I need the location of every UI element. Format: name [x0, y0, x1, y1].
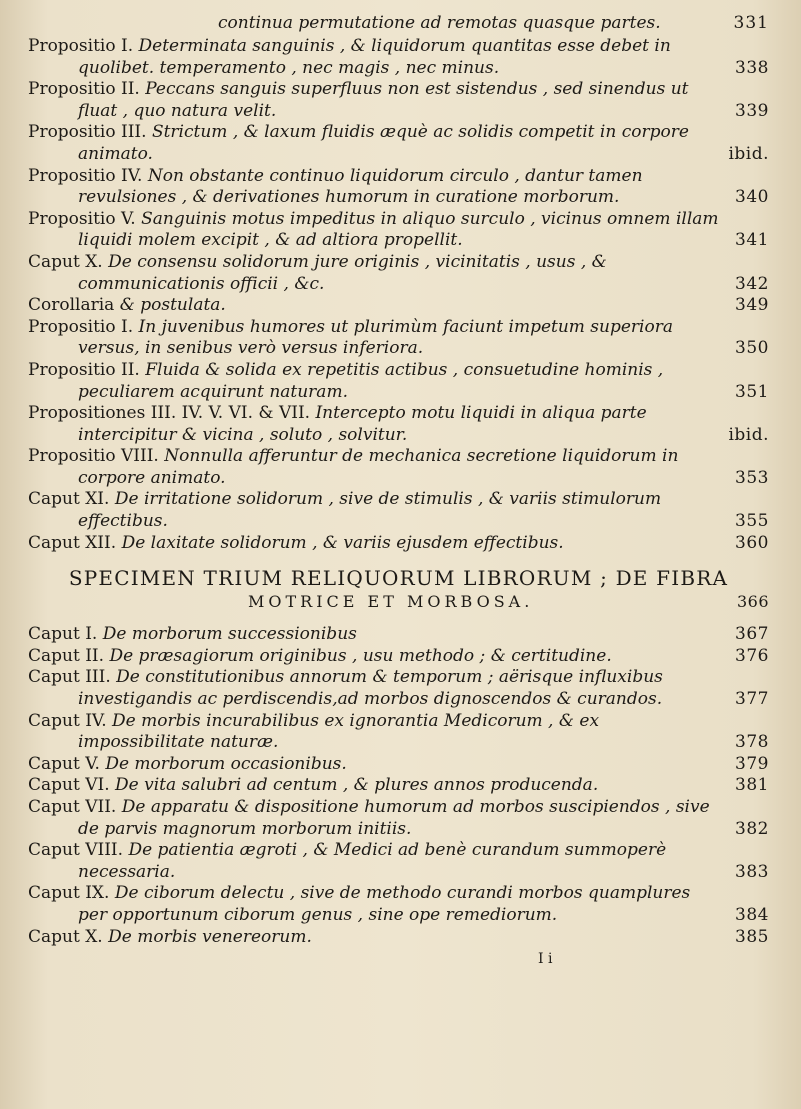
- toc-entry: [28, 79, 769, 122]
- toc-entry-description: De vita salubri ad centum , & plures annos producenda.: [115, 775, 599, 796]
- toc-entry-page: 351: [735, 381, 769, 402]
- toc-entry-heading: Propositio II.: [28, 359, 140, 380]
- toc-entry-page: ibid.: [728, 143, 769, 164]
- toc-entry-description: De laxitate solidorum , & variis ejusdem effectibus.: [121, 532, 564, 553]
- toc-entry-heading: Caput XI.: [28, 489, 110, 510]
- toc-entry-text: [28, 797, 723, 840]
- toc-entry-description: De ciborum delectu , sive de methodo curandi morbos quamplures per opportunum ciborum genus , sine ope remediorum.: [78, 883, 691, 925]
- toc-entry-text: [28, 710, 723, 754]
- toc-entry-heading: Caput X.: [28, 926, 103, 947]
- toc-entry: [28, 646, 769, 668]
- toc-entry: [28, 403, 769, 446]
- toc-entry: [28, 624, 769, 646]
- toc-entry-text: [28, 489, 723, 532]
- toc-entry-description: De morborum occasionibus.: [105, 753, 347, 774]
- toc-entry-text: [28, 753, 723, 776]
- toc-entry-heading: Corollaria: [28, 295, 115, 316]
- toc-entry-description: De morborum successionibus: [102, 624, 357, 645]
- toc-entry-text: [28, 840, 723, 883]
- toc-entry-heading: Caput I.: [28, 624, 98, 645]
- toc-entry-description: Peccans sanguis superfluus non est sistendus , sed sinendus ut fluat , quo natura velit.: [78, 79, 689, 121]
- toc-entry-description: In juvenibus humores ut plurimùm faciunt impetum superiora versus, in senibus verò versus inferiora.: [78, 316, 673, 359]
- specimen-subtitle: MOTRICE ET MORBOSA.: [248, 592, 534, 612]
- toc-entry-description: Determinata sanguinis , & liquidorum quantitas esse debet in quolibet. temperamento , nec magis , nec minus.: [78, 36, 671, 78]
- toc-entry-description: Non obstante continuo liquidorum circulo , dantur tamen revulsiones , & derivationes humorum in curatione morborum.: [78, 165, 643, 208]
- toc-entry: [28, 360, 769, 403]
- toc-entry-heading: Caput III.: [28, 667, 111, 688]
- toc-entry-page: ibid.: [728, 424, 769, 445]
- toc-entry-text: [28, 295, 723, 317]
- toc-entry: [28, 840, 769, 883]
- toc-entry: [28, 252, 769, 295]
- toc-entry-description: Sanguinis motus impeditus in aliquo surculo , vicinus omnem illam liquidi molem excipit , & ad altiora propellit.: [78, 208, 719, 251]
- toc-entry-text: [28, 532, 723, 555]
- toc-entry: [28, 446, 769, 489]
- toc-entry-heading: Caput VI.: [28, 775, 110, 796]
- toc-entry-heading: Caput V.: [28, 753, 100, 774]
- toc-entry: [28, 317, 769, 360]
- toc-entry: [28, 883, 769, 926]
- toc-entry-heading: Propositio V.: [28, 208, 136, 229]
- toc-entry-page: 377: [735, 689, 769, 710]
- toc-entry-text: [28, 883, 723, 926]
- toc-entry-heading: Propositio I.: [28, 316, 134, 337]
- toc-entry: [28, 667, 769, 710]
- toc-entry-page: 382: [735, 818, 769, 839]
- toc-entry-page: 385: [735, 926, 769, 947]
- specimen-page: 366: [736, 592, 769, 612]
- toc-entry: [28, 489, 769, 532]
- toc-entry-description: De patientia ægroti , & Medici ad benè curandum summoperè necessaria.: [78, 840, 667, 882]
- toc-entry-description: Nonnulla afferuntur de mechanica secretione liquidorum in corpore animato.: [78, 446, 679, 488]
- toc-entry-heading: Caput II.: [28, 645, 105, 666]
- toc-entry-text: [28, 79, 723, 122]
- specimen-subheading: [28, 591, 769, 613]
- toc-entry-text: [28, 251, 723, 295]
- toc-entry-text: [28, 775, 723, 797]
- toc-entry-heading: Propositio IV.: [28, 165, 143, 186]
- toc-entry: [28, 533, 769, 555]
- toc-list-top: [28, 36, 769, 554]
- toc-entry: [28, 36, 769, 79]
- toc-entry-page: 342: [735, 273, 769, 294]
- page-number: 331: [733, 13, 769, 33]
- toc-entry-page: 353: [735, 467, 769, 488]
- toc-entry-description: De consensu solidorum jure originis , vicinitatis , usus , & communicationis officii , &c.: [78, 251, 607, 294]
- toc-entry-description: Strictum , & laxum fluidis æquè ac solidis competit in corpore animato.: [78, 122, 689, 164]
- toc-entry-page: 338: [735, 57, 769, 78]
- toc-entry-page: 376: [735, 645, 769, 666]
- toc-entry-page: 378: [735, 732, 769, 753]
- toc-entry-page: 341: [735, 230, 769, 251]
- signature-mark: I i: [538, 951, 553, 968]
- toc-entry-heading: Caput X.: [28, 251, 103, 272]
- toc-entry-text: [28, 36, 723, 79]
- toc-entry-text: [28, 446, 723, 489]
- toc-entry-description: Intercepto motu liquidi in aliqua parte intercipitur & vicina , soluto , solvitur.: [78, 403, 647, 445]
- toc-entry-heading: Propositio I.: [28, 36, 134, 56]
- toc-list-bottom: [28, 624, 769, 948]
- toc-entry-heading: Caput VII.: [28, 797, 117, 817]
- running-head-text: continua permutatione ad remotas quasque partes.: [218, 13, 661, 33]
- toc-entry-text: [28, 926, 723, 949]
- toc-entry-page: 355: [735, 511, 769, 532]
- toc-entry-description: De apparatu & dispositione humorum ad morbos suscipiendos , sive de parvis magnorum morborum initiis.: [78, 797, 710, 839]
- toc-entry-page: 383: [735, 861, 769, 882]
- toc-entry-page: 381: [735, 775, 769, 796]
- toc-entry-heading: Propositio VIII.: [28, 446, 159, 467]
- toc-entry-text: [28, 316, 723, 360]
- toc-entry-heading: Caput VIII.: [28, 840, 124, 861]
- toc-entry-page: 360: [735, 532, 769, 553]
- toc-entry-heading: Propositiones III. IV. V. VI. & VII.: [28, 403, 311, 424]
- specimen-heading: SPECIMEN TRIUM RELIQUORUM LIBRORUM ; DE FIBRA: [68, 566, 729, 591]
- toc-entry-text: [28, 122, 723, 165]
- toc-entry-description: De præsagiorum originibus , usu methodo ; & certitudine.: [109, 645, 612, 666]
- toc-entry-description: De constitutionibus annorum & temporum ; aërisque influxibus investigandis ac perdiscendis,ad morbos dignoscendos & curandos.: [78, 667, 663, 710]
- toc-entry: [28, 754, 769, 776]
- toc-entry-text: [28, 403, 723, 446]
- toc-entry: [28, 122, 769, 165]
- toc-entry-heading: Caput IX.: [28, 883, 110, 904]
- toc-entry-heading: Propositio III.: [28, 122, 147, 143]
- toc-entry-page: 339: [735, 100, 769, 121]
- toc-entry-heading: Caput IV.: [28, 710, 107, 731]
- toc-entry: [28, 711, 769, 754]
- toc-entry-text: [28, 645, 723, 668]
- toc-entry-description: & postulata.: [119, 295, 226, 316]
- toc-entry-page: 349: [735, 295, 769, 316]
- toc-entry: [28, 166, 769, 209]
- toc-entry-text: [28, 208, 723, 252]
- toc-entry: [28, 927, 769, 949]
- toc-entry-text: [28, 624, 723, 646]
- toc-entry: [28, 209, 769, 252]
- toc-entry: [28, 775, 769, 797]
- toc-entry-page: 384: [735, 904, 769, 925]
- toc-entry-page: 350: [735, 338, 769, 359]
- toc-entry-page: 367: [735, 624, 769, 645]
- toc-entry-text: [28, 165, 723, 209]
- toc-entry: [28, 797, 769, 840]
- toc-entry-description: De irritatione solidorum , sive de stimulis , & variis stimulorum effectibus.: [78, 489, 662, 532]
- running-head: [28, 12, 769, 34]
- toc-entry-heading: Caput XII.: [28, 532, 117, 553]
- toc-entry-description: De morbis venereorum.: [108, 926, 312, 947]
- toc-entry-page: 340: [735, 187, 769, 208]
- toc-entry-description: Fluida & solida ex repetitis actibus , consuetudine hominis , peculiarem acquirunt naturam.: [78, 359, 664, 402]
- toc-entry-text: [28, 667, 723, 710]
- toc-entry-text: [28, 359, 723, 403]
- toc-entry-heading: Propositio II.: [28, 79, 140, 100]
- toc-entry-description: De morbis incurabilibus ex ignorantia Medicorum , & ex impossibilitate naturæ.: [78, 710, 600, 753]
- toc-entry: [28, 295, 769, 317]
- toc-entry-page: 379: [735, 753, 769, 774]
